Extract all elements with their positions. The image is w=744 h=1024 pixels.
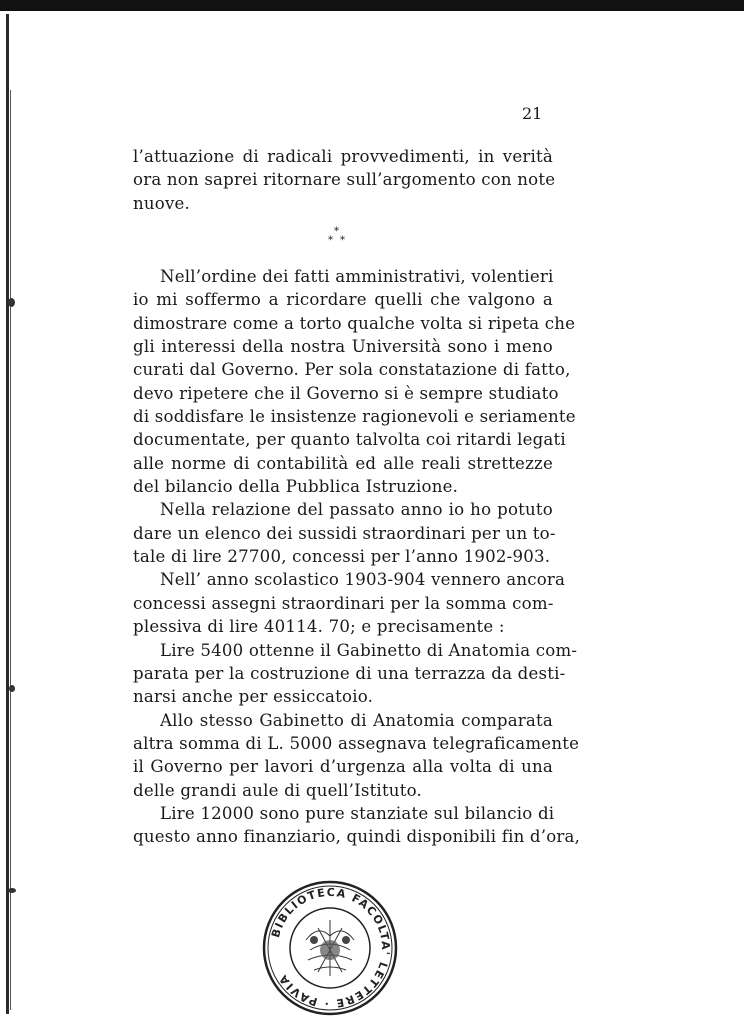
text-line: documentate, per quanto talvolta coi ritardi legati: [133, 430, 566, 450]
text-line: Lire 5400 ottenne il Gabinetto di Anatomia com-: [160, 640, 578, 660]
scan-left-border-thin: [10, 90, 11, 1010]
scan-left-border: [6, 14, 9, 1014]
scan-top-border: [0, 0, 744, 11]
scan-speck: [8, 888, 16, 893]
text-line: gli interessi della nostra Università sono i meno: [133, 337, 553, 357]
text-line: dare un elenco dei sussidi straordinari per un to-: [133, 523, 556, 543]
paragraph-main: [133, 265, 581, 849]
text-line: l’attuazione di radicali provvedimenti, in verità: [133, 147, 553, 166]
text-line: devo ripetere che il Governo si è sempre studiato: [133, 383, 559, 403]
text-line: di soddisfare le insistenze ragionevoli e seriamente: [133, 407, 576, 427]
svg-text:BIBLIOTECA FACOLTA' LETTERE ·: BIBLIOTECA FACOLTA' LETTERE · PAVIA: [269, 885, 393, 1011]
scan-speck: [8, 298, 15, 307]
text-line: ora non saprei ritornare sull’argomento con note: [133, 170, 556, 190]
text-line: Nell’ordine dei fatti amministrativi, volentieri: [160, 267, 554, 286]
text-line: narsi anche per essiccatoio.: [133, 687, 374, 707]
text-line: altra somma di L. 5000 assegnava telegraficamente: [133, 733, 580, 753]
text-line: concessi assegni straordinari per la somma com-: [133, 593, 554, 613]
text-line: del bilancio della Pubblica Istruzione.: [133, 477, 459, 497]
text-line: il Governo per lavori d’urgenza alla volta di una: [133, 757, 553, 777]
scan-speck: [9, 685, 15, 692]
text-line: Lire 12000 sono pure stanziate sul bilancio di: [160, 803, 555, 823]
text-line: dimostrare come a torto qualche volta si ripeta che: [133, 313, 576, 333]
paragraph-top: [133, 145, 556, 215]
page-number: 21: [522, 104, 543, 123]
text-line: nuove.: [133, 193, 191, 213]
text-line: parata per la costruzione di una terrazza da desti-: [133, 663, 566, 683]
text-line: plessiva di lire 40114. 70; e precisamente :: [133, 617, 505, 637]
text-line: tale di lire 27700, concessi per l’anno 1902-903.: [133, 547, 551, 567]
text-line: alle norme di contabilità ed alle reali strettezze: [133, 453, 553, 473]
section-separator: * * *: [328, 226, 345, 246]
text-line: Nell’ anno scolastico 1903-904 vennero ancora: [160, 570, 566, 590]
text-line: Nella relazione del passato anno io ho potuto: [160, 500, 553, 520]
text-line: Allo stesso Gabinetto di Anatomia comparata: [160, 710, 553, 730]
text-line: io mi soffermo a ricordare quelli che valgono a: [133, 290, 553, 310]
text-line: curati dal Governo. Per sola constatazione di fatto,: [133, 360, 571, 380]
library-stamp-icon: [262, 880, 398, 1016]
text-line: delle grandi aule di quell’Istituto.: [133, 780, 422, 800]
text-line: questo anno finanziario, quindi disponibili fin d’ora,: [133, 827, 581, 847]
